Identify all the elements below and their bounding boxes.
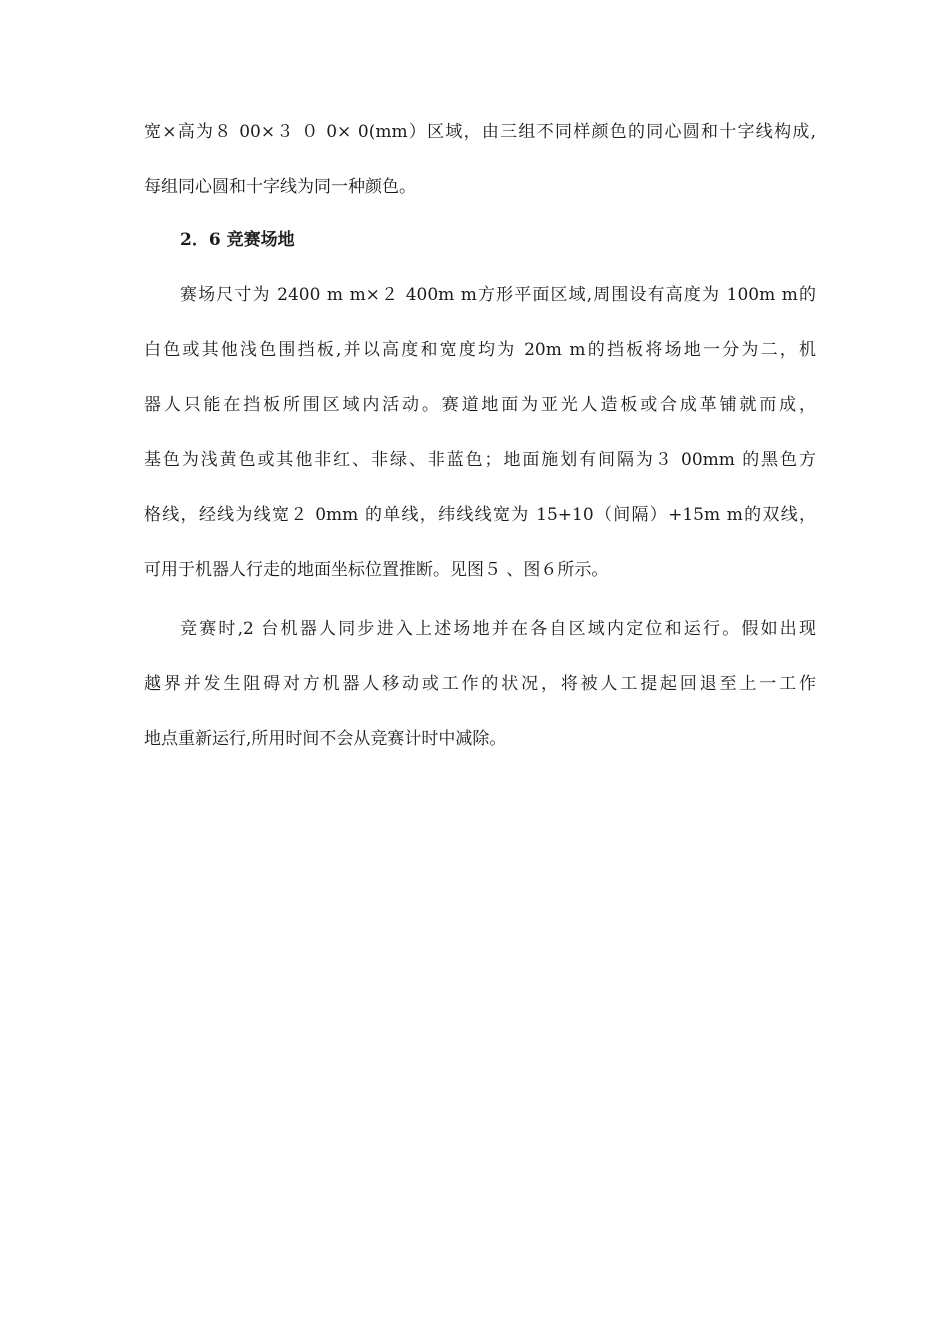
- document-body: [144, 118, 816, 754]
- paragraph-competition-field: [144, 281, 816, 585]
- text-line: 基色为浅黄色或其他非红、非绿、非蓝色；地面施划有间隔为３ 00mm 的黑色方: [144, 450, 816, 470]
- text-line: 赛场尺寸为 2400 m m×２ 400m m方形平面区域,周围设有高度为 100m m的: [180, 285, 816, 305]
- text-line: 地点重新运行,所用时间不会从竞赛计时中减除。: [144, 729, 507, 749]
- text-line: 器人只能在挡板所围区域内活动。赛道地面为亚光人造板或合成革铺就而成，: [144, 395, 816, 415]
- text-line: 格线，经线为线宽２ 0mm 的单线，纬线线宽为 15+10（间隔）+15m m的双线，: [144, 505, 816, 525]
- section-heading: 2．6 竞赛场地: [180, 230, 295, 250]
- paragraph-target-description: [144, 118, 816, 202]
- text-line: 可用于机器人行走的地面坐标位置推断。见图５ 、图６所示。: [144, 560, 609, 580]
- text-line: 竞赛时,2 台机器人同步进入上述场地并在各自区域内定位和运行。假如出现: [180, 619, 816, 639]
- paragraph-competition-rules: [144, 615, 816, 754]
- text-line: 越界并发生阻碍对方机器人移动或工作的状况，将被人工提起回退至上一工作: [144, 674, 816, 694]
- text-line: 白色或其他浅色围挡板,并以高度和宽度均为 20m m的挡板将场地一分为二，机: [144, 340, 816, 360]
- text-line: 宽×高为８ 00×３ ０ 0× 0(mm）区域，由三组不同样颜色的同心圆和十字线构成,: [144, 122, 816, 142]
- text-line: 每组同心圆和十字线为同一种颜色。: [144, 177, 416, 197]
